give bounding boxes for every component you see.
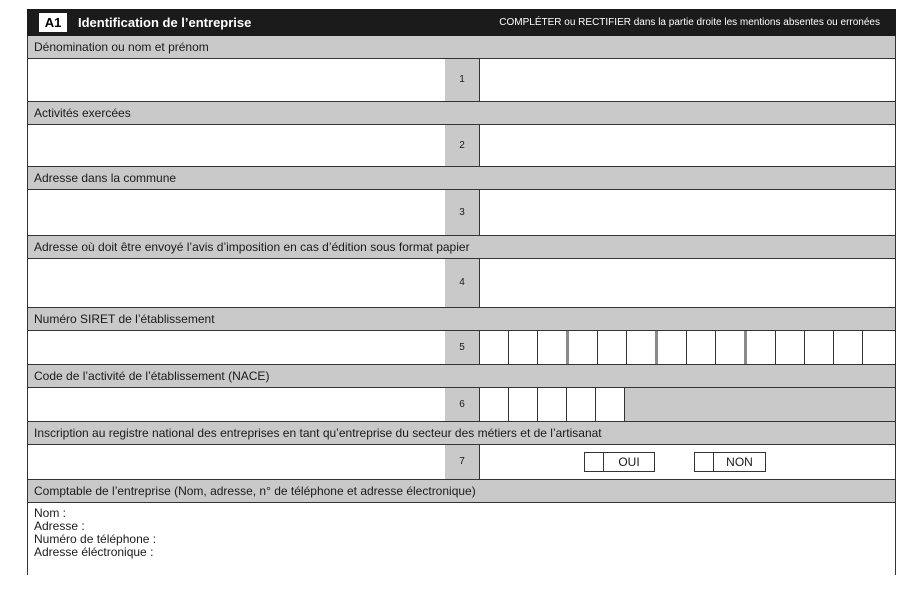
adresse-avis-row	[27, 259, 896, 308]
denomination-current-value	[28, 59, 446, 101]
comptable-email-label: Adresse éléctronique :	[34, 545, 154, 559]
activites-correction-field[interactable]	[480, 125, 895, 166]
nace-row	[27, 388, 896, 422]
nace-char-box[interactable]	[596, 388, 625, 421]
comptable-nom-label: Nom :	[34, 506, 67, 520]
adresse-commune-row	[27, 190, 896, 236]
siret-digit-box[interactable]	[658, 331, 687, 364]
nace-code-boxes	[480, 388, 895, 421]
section-header	[27, 9, 896, 36]
siret-digit-box[interactable]	[569, 331, 598, 364]
adresse-avis-correction-field[interactable]	[480, 259, 895, 307]
field-number-4: 4	[445, 259, 480, 307]
nace-char-box[interactable]	[538, 388, 567, 421]
field-number-6: 6	[445, 388, 480, 421]
adresse-commune-current-value	[28, 190, 446, 235]
siret-digit-box[interactable]	[863, 331, 896, 364]
section-code: A1	[39, 13, 67, 32]
registre-label: Inscription au registre national des entreprises en tant qu’entreprise du secteur des métiers et de l’artisanat	[27, 422, 896, 445]
non-checkbox[interactable]	[694, 452, 714, 472]
field-number-3: 3	[445, 190, 480, 235]
identification-form	[27, 9, 896, 575]
siret-digit-box[interactable]	[480, 331, 509, 364]
registre-row	[27, 445, 896, 480]
field-number-5: 5	[445, 331, 480, 364]
siret-digit-box[interactable]	[687, 331, 716, 364]
siret-digit-boxes	[480, 331, 895, 364]
siret-digit-box[interactable]	[716, 331, 745, 364]
activites-current-value	[28, 125, 446, 166]
nace-unused-area	[625, 388, 895, 421]
adresse-avis-current-value	[28, 259, 446, 307]
field-number-1: 1	[445, 59, 480, 101]
nace-char-box[interactable]	[480, 388, 509, 421]
denomination-label: Dénomination ou nom et prénom	[27, 36, 896, 59]
siret-digit-box[interactable]	[538, 331, 567, 364]
nace-label: Code de l’activité de l’établissement (NACE)	[27, 365, 896, 388]
siret-label: Numéro SIRET de l’établissement	[27, 308, 896, 331]
adresse-commune-correction-field[interactable]	[480, 190, 895, 235]
registre-choice-area	[480, 445, 895, 479]
comptable-field[interactable]	[27, 503, 896, 575]
oui-label: OUI	[604, 452, 655, 472]
activites-row	[27, 125, 896, 167]
siret-row	[27, 331, 896, 365]
siret-digit-box[interactable]	[627, 331, 656, 364]
nace-char-box[interactable]	[567, 388, 596, 421]
field-number-7: 7	[445, 445, 480, 479]
siret-current-value	[28, 331, 446, 364]
section-instruction: COMPLÉTER ou RECTIFIER dans la partie droite les mentions absentes ou erronées	[499, 17, 880, 28]
registre-current-value	[28, 445, 446, 479]
comptable-telephone-label: Numéro de téléphone :	[34, 532, 157, 546]
siret-digit-box[interactable]	[598, 331, 627, 364]
siret-digit-box[interactable]	[834, 331, 863, 364]
nace-char-box[interactable]	[509, 388, 538, 421]
siret-digit-box[interactable]	[805, 331, 834, 364]
adresse-avis-label: Adresse où doit être envoyé l’avis d’imposition en cas d’édition sous format papier	[27, 236, 896, 259]
nace-current-value	[28, 388, 446, 421]
siret-digit-box[interactable]	[747, 331, 776, 364]
denomination-row	[27, 59, 896, 102]
section-title: Identification de l’entreprise	[78, 15, 252, 30]
oui-checkbox[interactable]	[584, 452, 604, 472]
adresse-commune-label: Adresse dans la commune	[27, 167, 896, 190]
denomination-correction-field[interactable]	[480, 59, 895, 101]
siret-digit-box[interactable]	[509, 331, 538, 364]
comptable-label: Comptable de l’entreprise (Nom, adresse, n° de téléphone et adresse électronique)	[27, 480, 896, 503]
siret-digit-box[interactable]	[776, 331, 805, 364]
activites-label: Activités exercées	[27, 102, 896, 125]
non-label: NON	[714, 452, 766, 472]
comptable-adresse-label: Adresse :	[34, 519, 85, 533]
field-number-2: 2	[445, 125, 480, 166]
